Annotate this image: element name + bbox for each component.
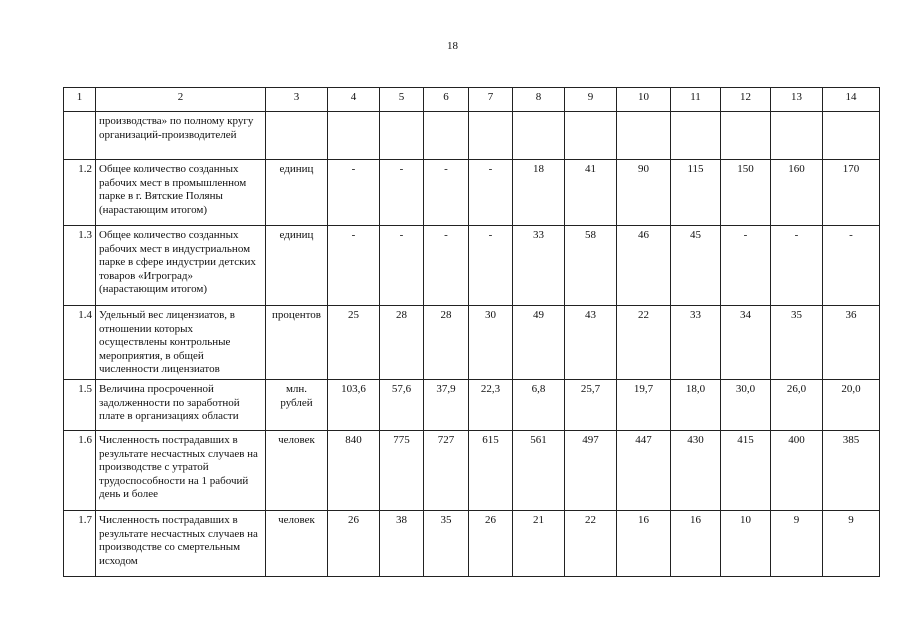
value-cell: 49 bbox=[513, 306, 565, 380]
value-cell: 35 bbox=[771, 306, 823, 380]
column-header: 10 bbox=[617, 88, 671, 112]
value-cell: 16 bbox=[617, 510, 671, 576]
value-cell: 615 bbox=[469, 430, 513, 510]
column-header: 8 bbox=[513, 88, 565, 112]
value-cell: 30,0 bbox=[721, 379, 771, 430]
value-cell: 41 bbox=[565, 160, 617, 226]
unit-cell: единиц bbox=[266, 226, 328, 306]
value-cell: 30 bbox=[469, 306, 513, 380]
row-index: 1.5 bbox=[64, 379, 96, 430]
indicator-name: Общее количество созданных рабочих мест в индустриальном парке в сфере индустрии детских товаров «Игроград» (нарастающим итогом) bbox=[96, 226, 266, 306]
unit-cell: процентов bbox=[266, 306, 328, 380]
column-header: 5 bbox=[380, 88, 424, 112]
column-header: 7 bbox=[469, 88, 513, 112]
page-number: 18 bbox=[447, 40, 458, 52]
column-header: 9 bbox=[565, 88, 617, 112]
table-row bbox=[64, 160, 880, 226]
row-index: 1.3 bbox=[64, 226, 96, 306]
value-cell: - bbox=[469, 160, 513, 226]
value-cell: 400 bbox=[771, 430, 823, 510]
value-cell: - bbox=[823, 226, 880, 306]
indicator-name: Величина просроченной задолженности по заработной плате в организациях области bbox=[96, 379, 266, 430]
value-cell: - bbox=[771, 226, 823, 306]
value-cell: 150 bbox=[721, 160, 771, 226]
header-row bbox=[64, 88, 880, 112]
value-cell: - bbox=[328, 160, 380, 226]
value-cell: 26 bbox=[328, 510, 380, 576]
value-cell: 21 bbox=[513, 510, 565, 576]
row-index: 1.2 bbox=[64, 160, 96, 226]
column-header: 13 bbox=[771, 88, 823, 112]
column-header: 2 bbox=[96, 88, 266, 112]
indicators-table bbox=[63, 87, 880, 577]
value-cell: 33 bbox=[671, 306, 721, 380]
value-cell: 22 bbox=[617, 306, 671, 380]
value-cell: 37,9 bbox=[424, 379, 469, 430]
value-cell: 36 bbox=[823, 306, 880, 380]
value-cell: 497 bbox=[565, 430, 617, 510]
row-index: 1.6 bbox=[64, 430, 96, 510]
row-index: 1.7 bbox=[64, 510, 96, 576]
value-cell: 18 bbox=[513, 160, 565, 226]
value-cell: 28 bbox=[380, 306, 424, 380]
table-row bbox=[64, 379, 880, 430]
value-cell: - bbox=[721, 226, 771, 306]
unit-cell: млн. рублей bbox=[266, 379, 328, 430]
value-cell: 90 bbox=[617, 160, 671, 226]
value-cell: 170 bbox=[823, 160, 880, 226]
value-cell: 10 bbox=[721, 510, 771, 576]
value-cell: 34 bbox=[721, 306, 771, 380]
row-index: 1.4 bbox=[64, 306, 96, 380]
unit-cell: человек bbox=[266, 510, 328, 576]
table-row bbox=[64, 510, 880, 576]
value-cell: 16 bbox=[671, 510, 721, 576]
indicator-name: Численность пострадавших в результате несчастных случаев на производстве со смертельным исходом bbox=[96, 510, 266, 576]
value-cell: 9 bbox=[823, 510, 880, 576]
continuation-row bbox=[64, 112, 880, 160]
value-cell: 43 bbox=[565, 306, 617, 380]
value-cell: 6,8 bbox=[513, 379, 565, 430]
value-cell: - bbox=[424, 226, 469, 306]
column-header: 11 bbox=[671, 88, 721, 112]
value-cell: 25 bbox=[328, 306, 380, 380]
column-header: 3 bbox=[266, 88, 328, 112]
value-cell: 22,3 bbox=[469, 379, 513, 430]
value-cell: 18,0 bbox=[671, 379, 721, 430]
value-cell: 28 bbox=[424, 306, 469, 380]
value-cell: 45 bbox=[671, 226, 721, 306]
value-cell: 385 bbox=[823, 430, 880, 510]
value-cell: - bbox=[469, 226, 513, 306]
value-cell: 19,7 bbox=[617, 379, 671, 430]
indicator-name: Удельный вес лицензиатов, в отношении которых осуществлены контрольные мероприятия, в общей численности лицензиатов bbox=[96, 306, 266, 380]
value-cell: 20,0 bbox=[823, 379, 880, 430]
column-header: 4 bbox=[328, 88, 380, 112]
value-cell: 22 bbox=[565, 510, 617, 576]
column-header: 1 bbox=[64, 88, 96, 112]
value-cell: 35 bbox=[424, 510, 469, 576]
unit-cell: человек bbox=[266, 430, 328, 510]
indicator-name: Общее количество созданных рабочих мест в промышленном парке в г. Вятские Поляны (нарастающим итогом) bbox=[96, 160, 266, 226]
value-cell: 25,7 bbox=[565, 379, 617, 430]
value-cell: 430 bbox=[671, 430, 721, 510]
value-cell: 26 bbox=[469, 510, 513, 576]
value-cell: - bbox=[328, 226, 380, 306]
column-header: 14 bbox=[823, 88, 880, 112]
value-cell: 840 bbox=[328, 430, 380, 510]
table-row bbox=[64, 226, 880, 306]
value-cell: 103,6 bbox=[328, 379, 380, 430]
column-header: 12 bbox=[721, 88, 771, 112]
value-cell: 447 bbox=[617, 430, 671, 510]
table-row bbox=[64, 306, 880, 380]
value-cell: 33 bbox=[513, 226, 565, 306]
value-cell: 46 bbox=[617, 226, 671, 306]
value-cell: - bbox=[380, 226, 424, 306]
indicator-name: производства» по полному кругу организаций-производителей bbox=[96, 112, 266, 160]
value-cell: 561 bbox=[513, 430, 565, 510]
value-cell: 38 bbox=[380, 510, 424, 576]
value-cell: 58 bbox=[565, 226, 617, 306]
unit-cell: единиц bbox=[266, 160, 328, 226]
table-row bbox=[64, 430, 880, 510]
value-cell: 160 bbox=[771, 160, 823, 226]
value-cell: 26,0 bbox=[771, 379, 823, 430]
column-header: 6 bbox=[424, 88, 469, 112]
value-cell: 57,6 bbox=[380, 379, 424, 430]
indicator-name: Численность пострадавших в результате несчастных случаев на производстве с утратой трудоспособности на 1 рабочий день и более bbox=[96, 430, 266, 510]
value-cell: - bbox=[380, 160, 424, 226]
value-cell: - bbox=[424, 160, 469, 226]
value-cell: 415 bbox=[721, 430, 771, 510]
value-cell: 115 bbox=[671, 160, 721, 226]
value-cell: 775 bbox=[380, 430, 424, 510]
value-cell: 727 bbox=[424, 430, 469, 510]
value-cell: 9 bbox=[771, 510, 823, 576]
